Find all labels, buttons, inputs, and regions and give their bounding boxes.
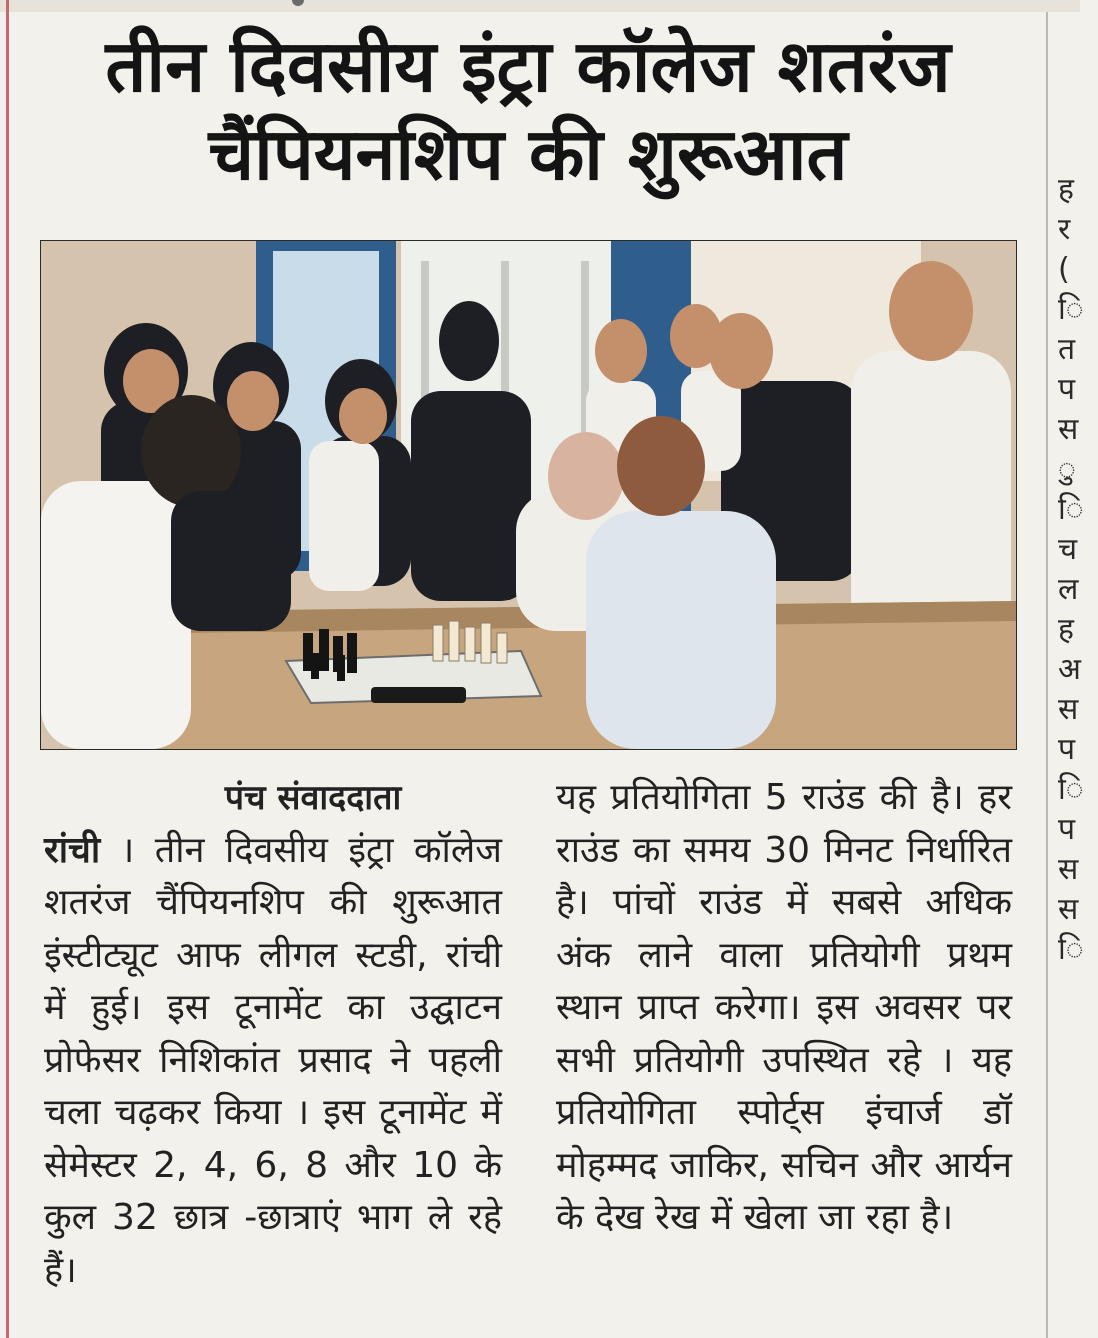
headline-line-1: तीन दिवसीय इंट्रा कॉलेज शतरंज bbox=[105, 24, 951, 108]
dateline: रांची bbox=[44, 829, 101, 871]
column-divider bbox=[1046, 12, 1048, 1338]
adjacent-glyph: ि bbox=[1058, 492, 1084, 527]
adjacent-glyph: त bbox=[1058, 332, 1076, 367]
article-column-right bbox=[556, 772, 1012, 1245]
adjacent-glyph: ( bbox=[1058, 252, 1070, 287]
adjacent-glyph: ि bbox=[1058, 772, 1084, 807]
adjacent-glyph: स bbox=[1058, 692, 1079, 727]
adjacent-glyph: ि bbox=[1058, 932, 1084, 967]
left-margin-rule bbox=[6, 0, 9, 1338]
adjacent-glyph: प bbox=[1058, 372, 1076, 407]
adjacent-glyph: च bbox=[1058, 532, 1078, 567]
adjacent-glyph: ु bbox=[1058, 452, 1076, 487]
adjacent-glyph: स bbox=[1058, 892, 1079, 927]
adjacent-glyph: स bbox=[1058, 412, 1079, 447]
headline-line-2: चैंपियनशिप की शुरूआत bbox=[208, 112, 848, 196]
chess-match-photo bbox=[40, 240, 1017, 750]
adjacent-glyph: र bbox=[1058, 212, 1071, 247]
article-text-left: । तीन दिवसीय इंट्रा कॉलेज शतरंज चैंपियनशिप की शुरूआत इंस्टीट्यूट आफ लीगल स्टडी, रांची में हुई। इस टूनामेंट का उद्घाटन प्रोफेसर निशिकांत प्रसाद ने पहली चला चढ़कर किया । इस टूनामेंट में सेमेस्टर 2, 4, 6, 8 और 10 के कुल 32 छात्र -छात्राएं भाग ले रहे हैं। bbox=[44, 829, 502, 1291]
photo-illustration bbox=[41, 241, 1016, 749]
byline: पंच संवाददाता bbox=[224, 778, 402, 818]
adjacent-glyph: स bbox=[1058, 852, 1079, 887]
adjacent-glyph: प bbox=[1058, 812, 1076, 847]
article-body-left bbox=[44, 825, 502, 1298]
adjacent-glyph: ह bbox=[1058, 612, 1074, 647]
article-body-right: यह प्रतियोगिता 5 राउंड की है। हर राउंड का समय 30 मिनट निर्धारित है। पांचों राउंड में सबसे अधिक अंक लाने वाला प्रतियोगी प्रथम स्थान प्राप्त करेगा। इस अवसर पर सभी प्रतियोगी उपस्थित रहे । यह प्रतियोगिता स्पोर्ट्स इंचार्ज डॉ मोहम्मद जाकिर, सचिन और आर्यन के देख रेख में खेला जा रहा है। bbox=[556, 777, 1012, 1238]
article-column-left bbox=[44, 772, 502, 1297]
adjacent-article-fragment bbox=[1058, 170, 1084, 1338]
headline bbox=[28, 22, 1028, 198]
adjacent-glyph: ि bbox=[1058, 292, 1084, 327]
top-strip bbox=[0, 0, 1080, 12]
adjacent-glyph: ह bbox=[1058, 172, 1074, 207]
adjacent-glyph: प bbox=[1058, 732, 1076, 767]
adjacent-glyph: अ bbox=[1058, 652, 1081, 687]
adjacent-glyph: ल bbox=[1058, 572, 1079, 607]
